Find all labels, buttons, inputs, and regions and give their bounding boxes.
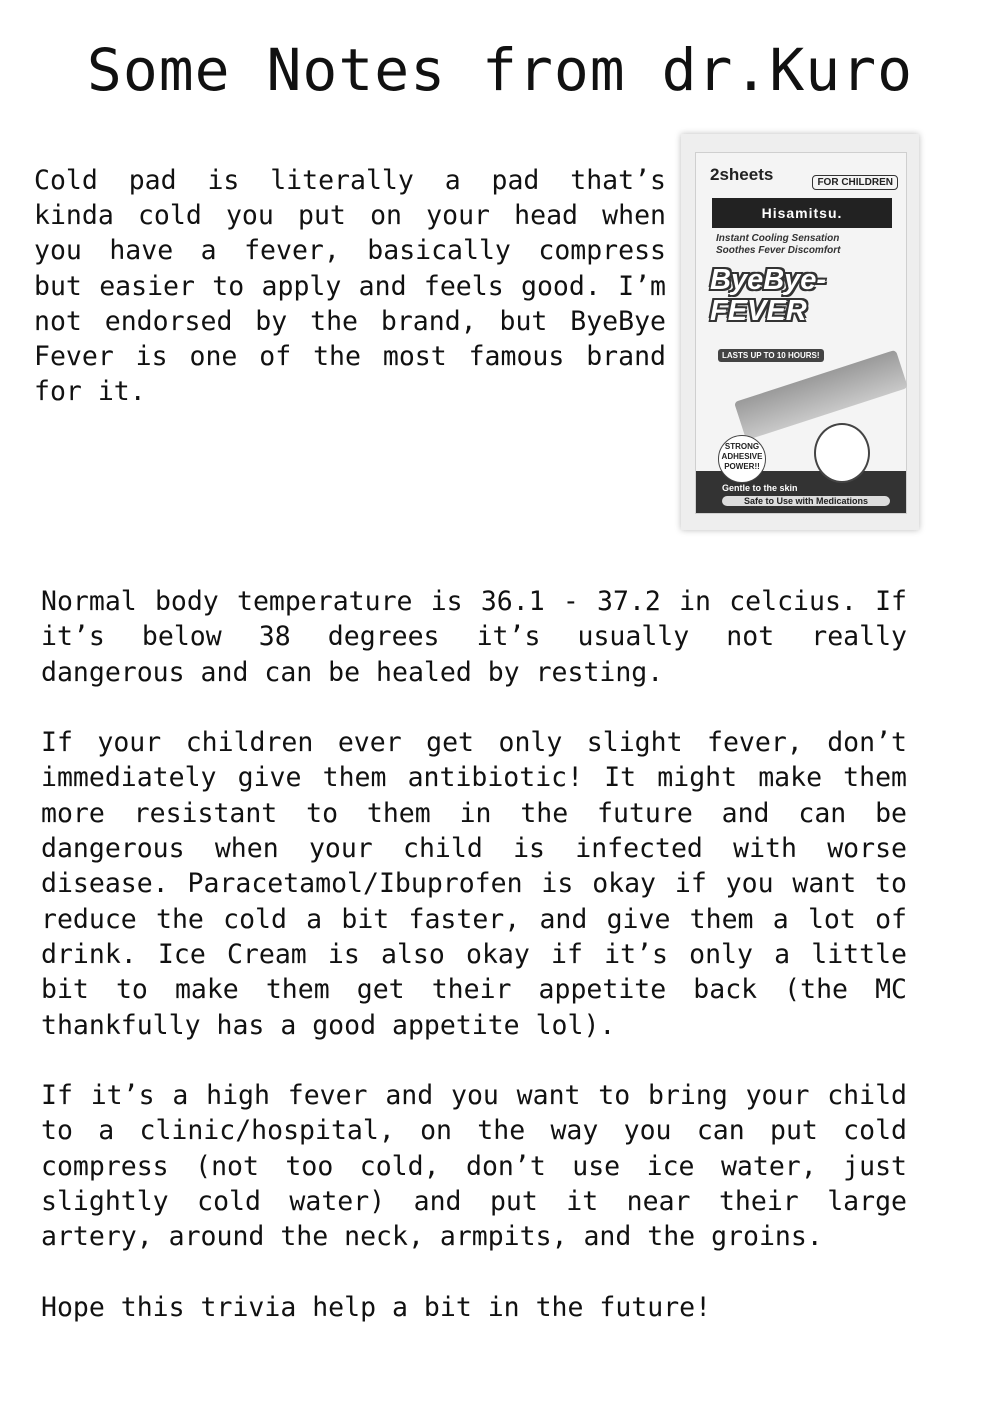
product-logo <box>710 265 890 327</box>
claim-line-1: Instant Cooling Sensation <box>716 233 840 244</box>
strong-adhesive-badge: STRONG ADHESIVE POWER!! <box>718 435 766 483</box>
claim-line-2: Soothes Fever Discomfort <box>716 245 841 256</box>
notes-body <box>41 584 907 1361</box>
paragraph-high-fever: If it’s a high fever and you want to bring your child to a clinic/hospital, on the way you can put cold compress (not too cold, don’t use ice water, just slightly cold water) and put it near their large artery, around the neck, armpits, and the groins. <box>41 1080 907 1253</box>
product-claim <box>716 233 896 257</box>
lasts-badge: LASTS UP TO 10 HOURS! <box>718 349 824 362</box>
page-title: Some Notes from dr.Kuro <box>86 36 914 104</box>
paragraph-closing: Hope this trivia help a bit in the future! <box>41 1291 712 1323</box>
sheets-count: 2sheets <box>710 165 774 184</box>
gentle-text: Gentle to the skin <box>722 483 798 493</box>
byebye-fever-product-image <box>681 134 919 530</box>
safe-text: Safe to Use with Medications <box>722 496 890 506</box>
child-face-icon <box>814 423 870 483</box>
intro-paragraph: Cold pad is literally a pad that’s kinda cold you put on your head when you have a fever, basically compress but easier to apply and feels good. I’m not endorsed by the brand, but ByeBye Fever is one of the most famous brand for it. <box>34 165 666 408</box>
paragraph-antibiotic: If your children ever get only slight fever, don’t immediately give them antibiotic! It might make them more resistant to them in the future and can be dangerous when your child is infected with worse disease. Paracetamol/Ibuprofen is okay if you want to reduce the cold a bit faster, and give them a lot of drink. Ice Cream is also okay if it’s only a little bit to make them get their appetite back (the MC thankfully has a good appetite lol). <box>41 727 907 1041</box>
logo-line-1: ByeBye- <box>710 264 827 296</box>
logo-line-2: FEVER <box>710 295 807 327</box>
cooling-sheet-graphic <box>734 350 908 441</box>
for-children-badge: FOR CHILDREN <box>812 175 898 190</box>
brand-bar: Hisamitsu. <box>712 198 892 228</box>
paragraph-temperature: Normal body temperature is 36.1 - 37.2 in celcius. If it’s below 38 degrees it’s usually not really dangerous and can be healed by resting. <box>41 586 907 688</box>
